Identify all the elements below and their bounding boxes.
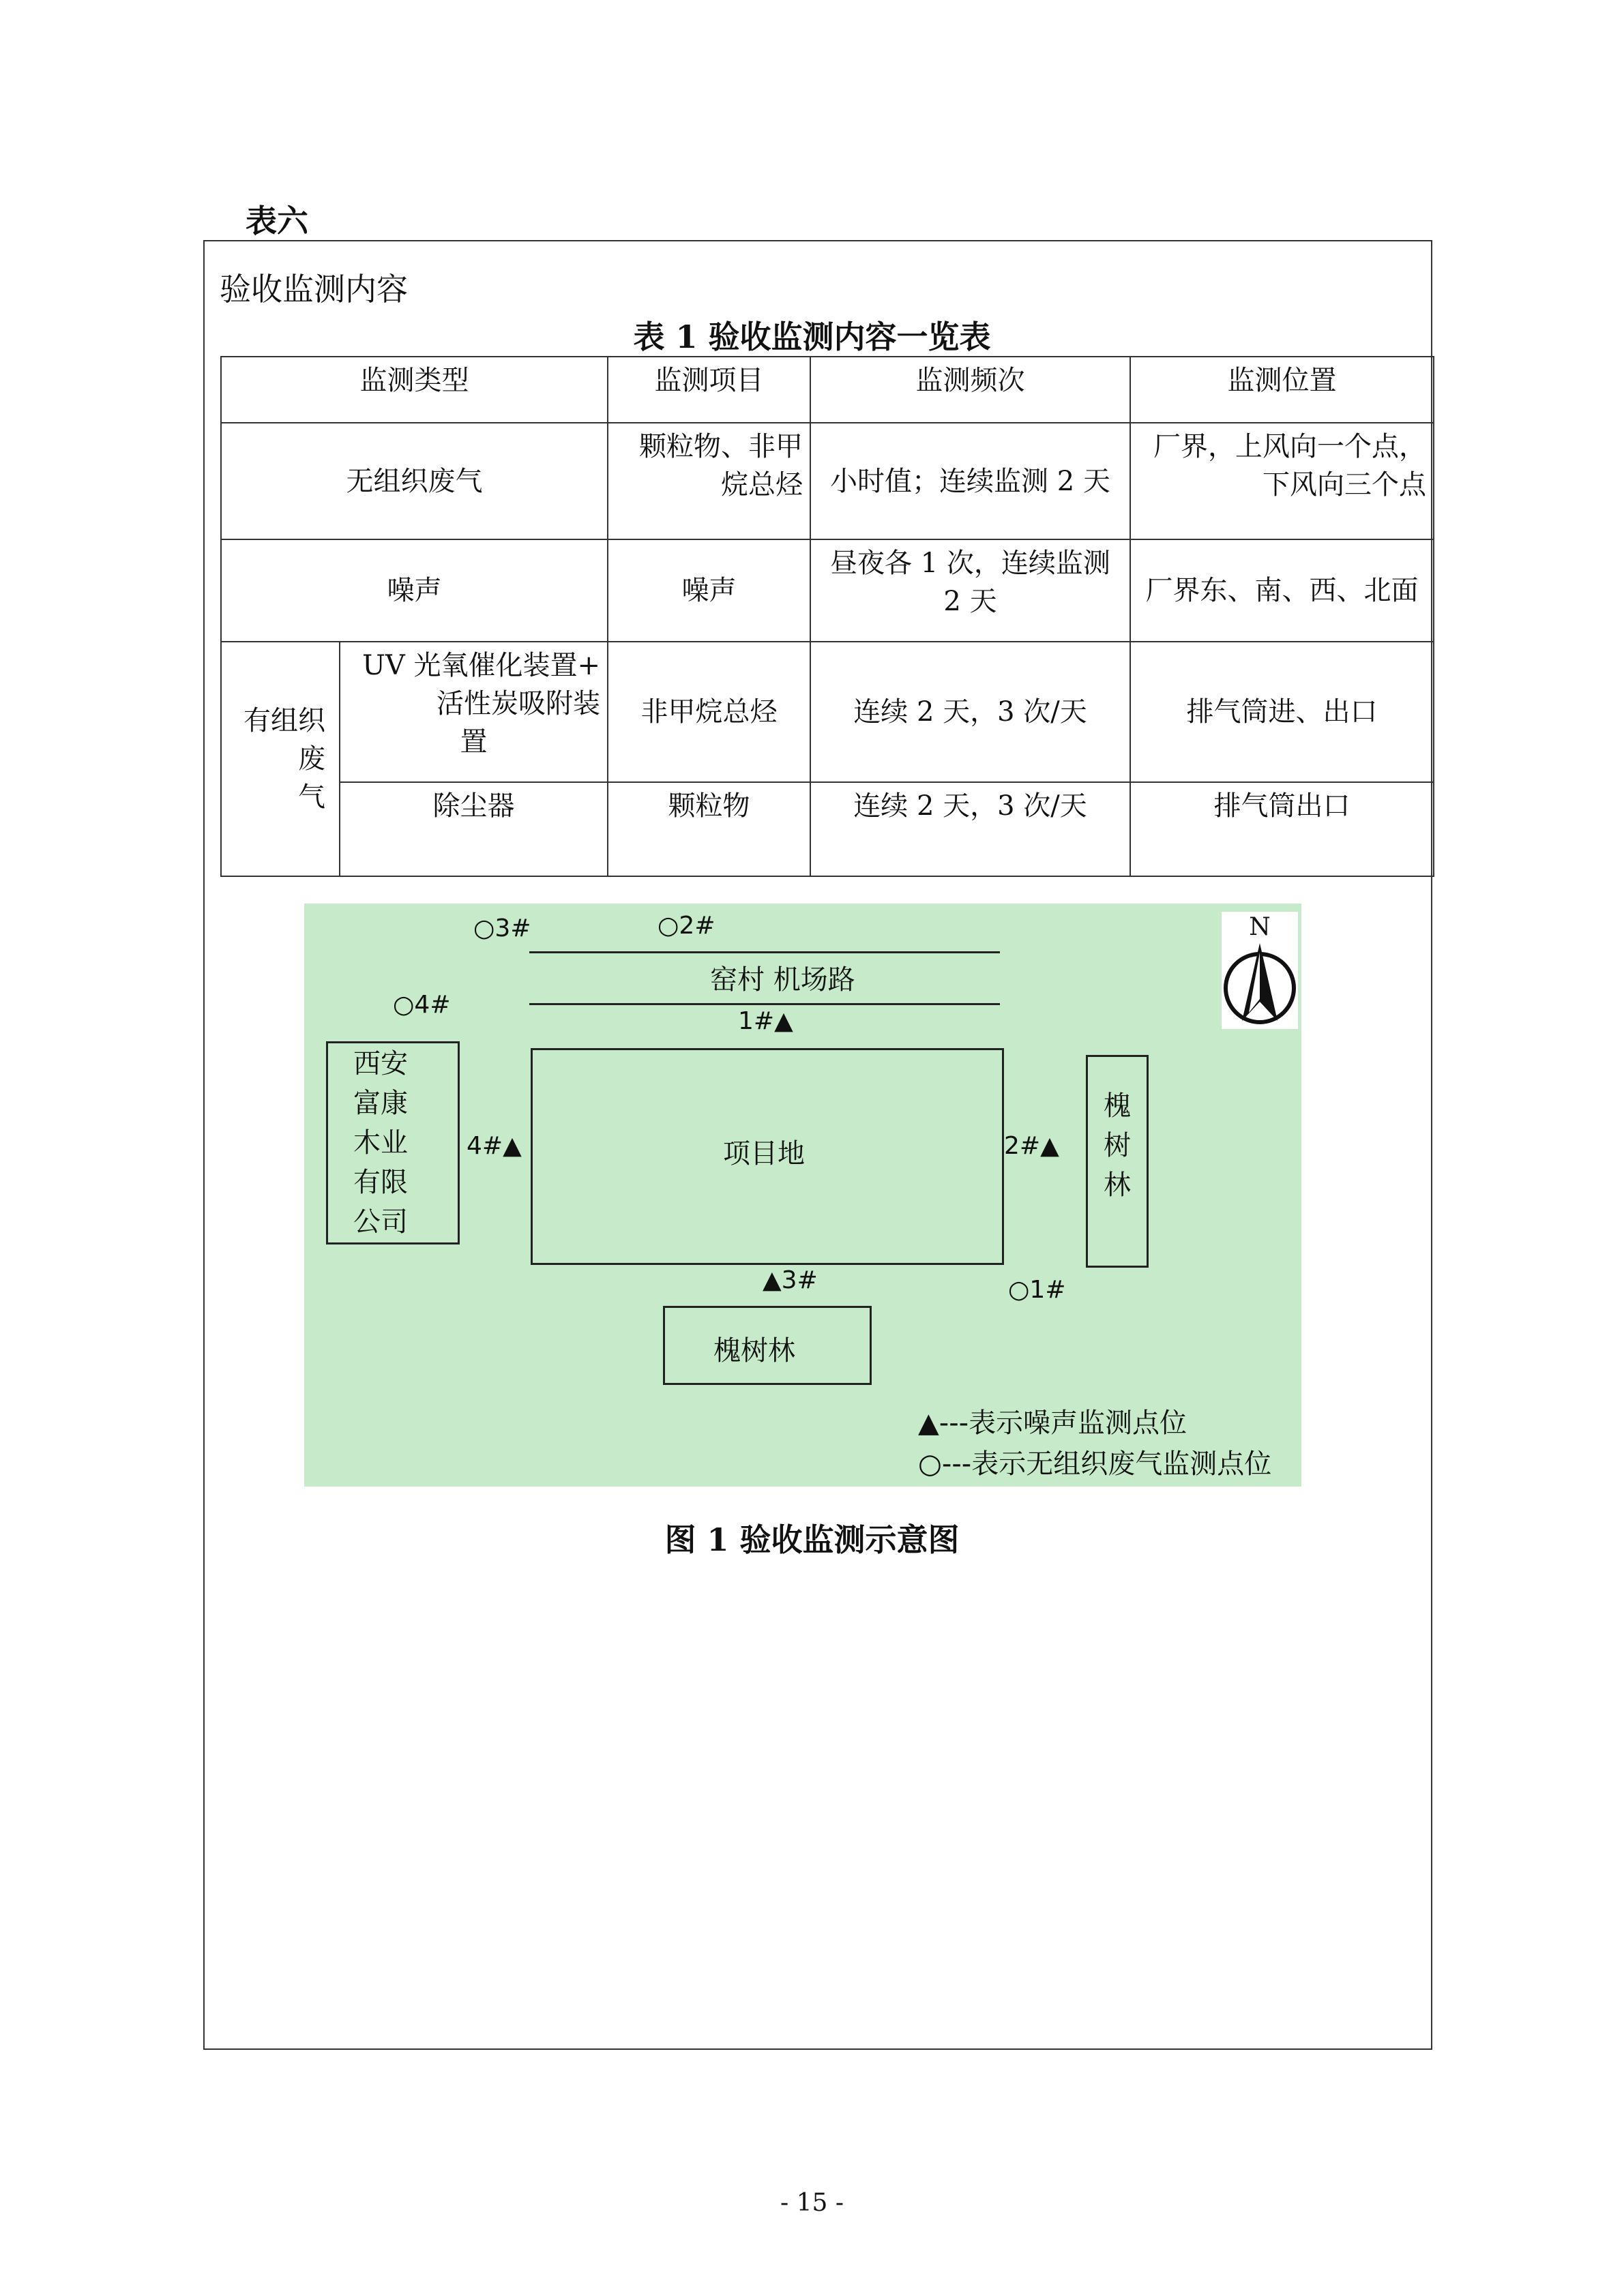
- road-line-north: [529, 951, 1000, 953]
- section-title: 表六: [246, 203, 308, 239]
- air-point-1: ○1#: [1008, 1276, 1066, 1304]
- air-point-4: ○4#: [393, 991, 451, 1019]
- monitoring-table: [220, 356, 1434, 877]
- cell-subtype-line: UV 光氧催化装置+: [362, 650, 600, 681]
- cell-item: 非甲烷总烃: [608, 642, 810, 782]
- figure-caption: 图 1 验收监测示意图: [664, 1521, 960, 1558]
- air-point-2: ○2#: [658, 912, 715, 940]
- cell-item: 噪声: [608, 539, 810, 642]
- header-type: 监测类型: [221, 357, 608, 423]
- east-forest-line: 林: [1104, 1169, 1131, 1201]
- noise-point-4: 4#▲: [467, 1132, 522, 1160]
- west-company-label: [326, 1044, 435, 1242]
- south-forest-label: 槐树林: [713, 1335, 795, 1367]
- road-line-south: [529, 1003, 1000, 1005]
- cell-type: 无组织废气: [221, 423, 608, 539]
- west-company-line: 公司: [353, 1206, 408, 1238]
- header-position: 监测位置: [1130, 357, 1434, 423]
- cell-item-line: 颗粒物、非甲: [639, 431, 803, 462]
- north-label: N: [1249, 913, 1271, 941]
- monitoring-site-diagram: [304, 904, 1301, 1487]
- noise-point-1: 1#▲: [738, 1007, 793, 1035]
- cell-position: 排气筒出口: [1130, 782, 1434, 876]
- west-company-line: 富康: [353, 1088, 408, 1119]
- north-arrow-icon: [1222, 912, 1298, 1029]
- west-company-line: 西安: [353, 1048, 408, 1079]
- noise-point-2: 2#▲: [1004, 1132, 1059, 1160]
- cell-position-line: 厂界，上风向一个点，: [1153, 431, 1426, 462]
- cell-group-line: 有组织: [243, 705, 325, 736]
- cell-position: 排气筒进、出口: [1130, 642, 1434, 782]
- east-forest-label: [1086, 1086, 1149, 1205]
- content-heading: 验收监测内容: [220, 271, 408, 308]
- header-frequency: 监测频次: [810, 357, 1130, 423]
- cell-frequency-line: 昼夜各 1 次，连续监测: [830, 548, 1110, 579]
- cell-frequency: 连续 2 天，3 次/天: [810, 782, 1130, 876]
- cell-item: 颗粒物: [608, 782, 810, 876]
- north-compass: [1222, 912, 1298, 1029]
- legend-air: ○---表示无组织废气监测点位: [918, 1448, 1272, 1480]
- header-item: 监测项目: [608, 357, 810, 423]
- east-forest-line: 槐: [1104, 1090, 1131, 1122]
- cell-group-type: [221, 642, 340, 876]
- page-number: - 15 -: [780, 2189, 844, 2217]
- table-row: [221, 782, 1434, 876]
- table-header-row: [221, 357, 1434, 423]
- legend-noise: ▲---表示噪声监测点位: [918, 1407, 1187, 1439]
- cell-group-line: 气: [298, 781, 325, 813]
- cell-position: [1130, 423, 1434, 539]
- cell-frequency: [810, 539, 1130, 642]
- cell-group-line: 废: [298, 743, 325, 775]
- cell-subtype: 除尘器: [340, 782, 608, 876]
- table-row: [221, 423, 1434, 539]
- cell-frequency-line: 2 天: [943, 586, 997, 617]
- cell-subtype-line: 活性炭吸附装: [437, 688, 600, 719]
- cell-position: 厂界东、南、西、北面: [1130, 539, 1434, 642]
- air-point-3: ○3#: [473, 914, 531, 942]
- cell-item-line: 烷总烃: [721, 469, 803, 501]
- noise-point-3: ▲3#: [763, 1266, 818, 1294]
- cell-item: [608, 423, 810, 539]
- west-company-line: 木业: [353, 1127, 408, 1159]
- cell-frequency: 小时值；连续监测 2 天: [810, 423, 1130, 539]
- west-company-line: 有限: [353, 1167, 408, 1198]
- project-site-label: 项目地: [723, 1138, 805, 1169]
- cell-position-line: 下风向三个点: [1263, 469, 1426, 501]
- table-row: [221, 642, 1434, 782]
- east-forest-line: 树: [1104, 1130, 1131, 1161]
- cell-type: 噪声: [221, 539, 608, 642]
- road-label: 窑村 机场路: [710, 964, 855, 996]
- table-caption: 表 1 验收监测内容一览表: [633, 318, 991, 355]
- cell-subtype: [340, 642, 608, 782]
- cell-frequency: 连续 2 天，3 次/天: [810, 642, 1130, 782]
- cell-subtype-line: 置: [460, 726, 488, 758]
- table-row: [221, 539, 1434, 642]
